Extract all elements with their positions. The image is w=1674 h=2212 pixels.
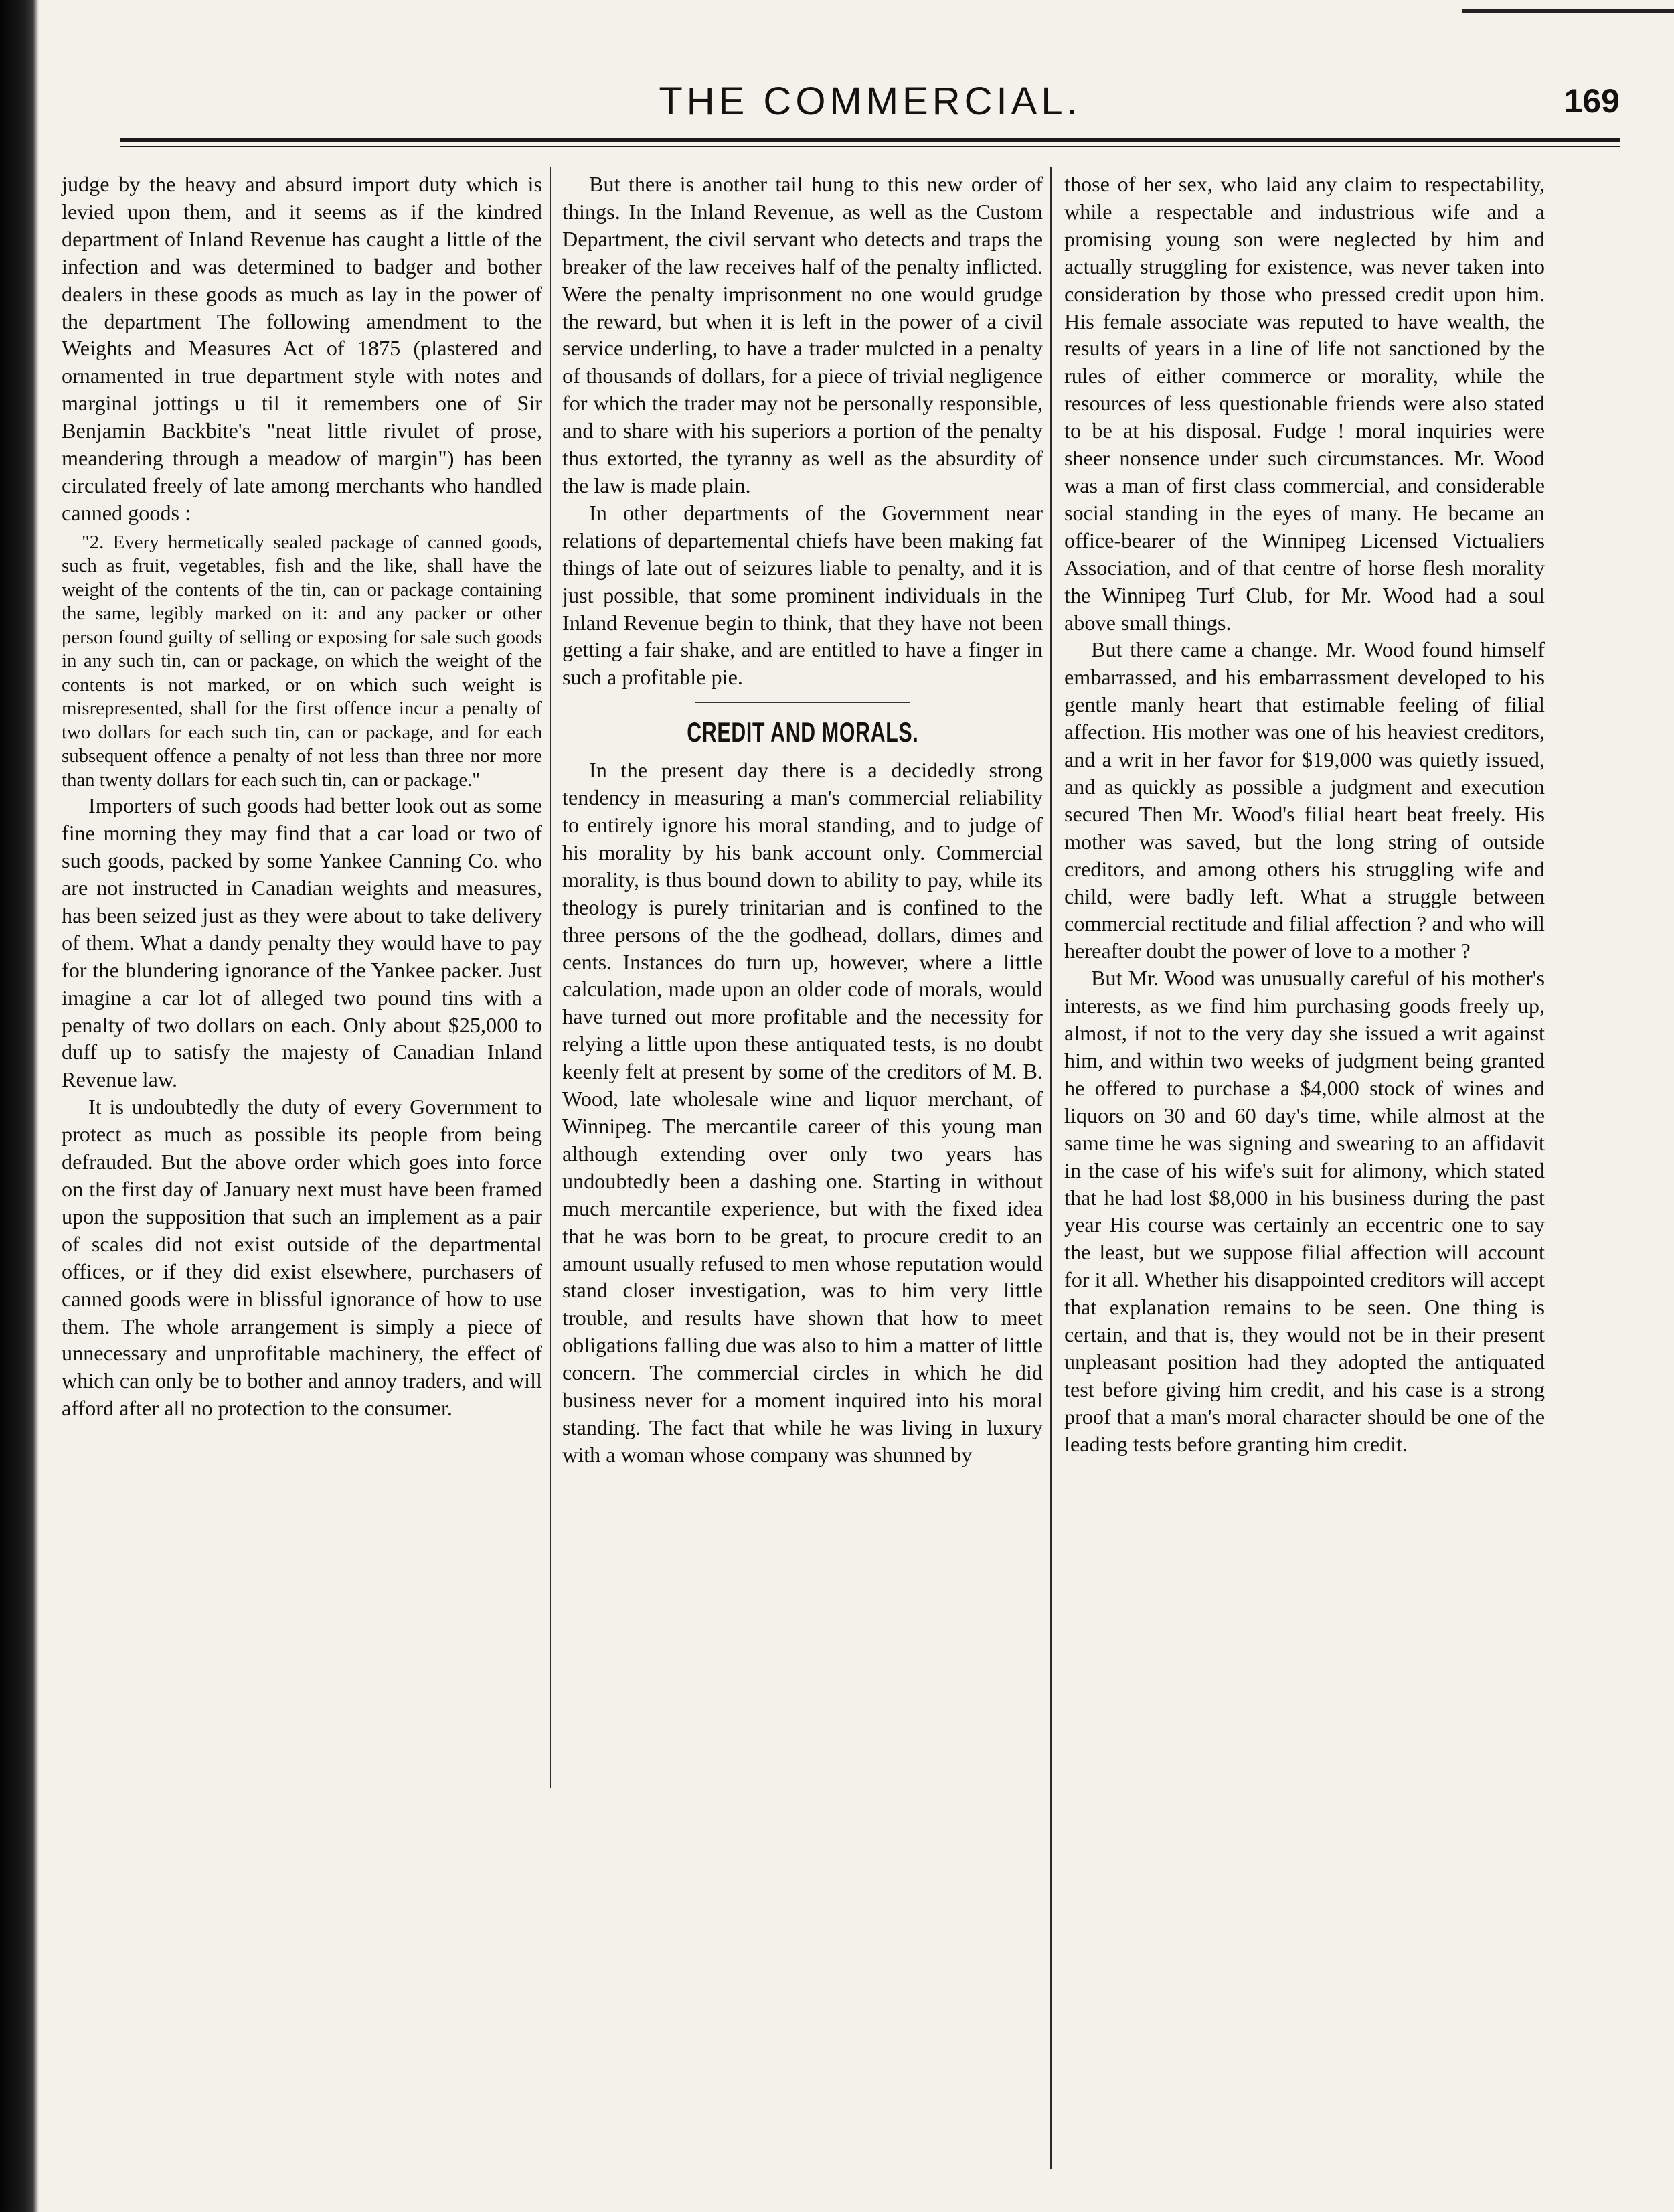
article-heading-wrap (562, 708, 1043, 757)
paragraph: Importers of such goods had better look out as some fine morning they may find that a car load or two of such goods, packed by some Yankee Canning Co. who are not instructed in Canadian weights and measures, has been seized just as they were about to take delivery of them. What a dandy penalty they would have to pay for the blundering ignorance of the Yankee packer. Just imagine a car lot of alleged two pound tins with a penalty of two dollars on each. Only about $25,000 to duff up to satisfy the majesty of Canadian Inland Revenue law. (62, 793, 542, 1092)
header-rule-thin (120, 146, 1620, 147)
paragraph: judge by the heavy and absurd import duty which is levied upon them, and it seems as if the kindred department of Inland Revenue has caught a little of the infection and was determined to badger and bother dealers in these goods as much as lay in the power of the department The following amendment to the Weights and Measures Act of 1875 (plastered and ornamented in true department style with notes and marginal jottings u til it remembers one of Sir Benjamin Backbite's "neat little rivulet of prose, meandering through a meadow of margin") has been circulated freely of late among merchants who handled canned goods : (62, 172, 542, 525)
paragraph: It is undoubtedly the duty of every Government to protect as much as possible its people from being defrauded. But the above order which goes into force on the first day of January next must have been framed upon the supposition that such an implement as a pair of scales did not exist outside of the departmental offices, or if they did exist elsewhere, purchasers of canned goods were in blissful ignorance of how to use them. The whole arrangement is simply a piece of unnecessary and unprofitable machinery, the effect of which can only be to bother and annoy traders, and will afford after all no protection to the consumer. (62, 1095, 542, 1421)
column-divider-right (1050, 167, 1052, 2169)
section-divider (695, 702, 910, 703)
paragraph: In the present day there is a decidedly strong tendency in measuring a man's commercial reliability to entirely ignore his moral standing, and to judge of his morality by his bank account only. Commercial morality, is thus bound down to ability to pay, while its theology is purely trinitarian and is confined to the three persons of the the godhead, dollars, dimes and cents. Instances do turn up, however, where a little calculation, made upon an older code of morals, would have turned out more profitable and the necessity for relying a little upon these antiquated tests, is no doubt keenly felt at present by some of the creditors of M. B. Wood, late wholesale wine and liquor merchant, of Winnipeg. The mercantile career of this young man although extending over only two years has undoubtedly been a dashing one. Starting in without much mercantile experience, but with the fixed idea that he was born to be great, to procure credit to an amount usually refused to men whose reputation would stand closer investigation, was to him very little trouble, and results have shown that how to meet obligations falling due was also to him a matter of little concern. The commercial circles in which he did business never for a moment inquired into his moral standing. The fact that while he was living in luxury with a woman whose company was shunned by (562, 758, 1043, 1467)
binding-shadow (0, 0, 39, 2212)
page-number: 169 (1564, 82, 1620, 120)
column-divider-left (550, 167, 551, 1788)
publication-title: THE COMMERCIAL. (659, 80, 1082, 123)
article-heading: CREDIT AND MORALS. (686, 716, 919, 748)
paragraph: In other departments of the Government near relations of departemental chiefs have been making fat things of late out of seizures liable to penalty, and it is just possible, that some prominent individuals in the Inland Revenue begin to think, that they have not been getting a fair shake, and are entitled to have a finger in such a profitable pie. (562, 500, 1043, 690)
column-middle (562, 171, 1043, 1469)
quoted-act-text: "2. Every hermetically sealed package of canned goods, such as fruit, vegetables, fish and the like, shall have the weight of the contents of the tin, can or package containing the same, legibly marked on it: and any packer or other person found guilty of selling or exposing for sale such goods in any such tin, can or package, on which the weight of the contents is not marked, or on which such weight is misrepresented, shall for the first offence incur a penalty of two dollars for each such tin, can or package, and for each subsequent offence a penalty of not less than three nor more than twenty dollars for each such tin, can or package." (62, 531, 542, 791)
corner-rule (1462, 9, 1674, 13)
header-rule-thick (120, 138, 1620, 142)
paragraph: But there is another tail hung to this new order of things. In the Inland Revenue, as well as the Custom Department, the civil servant who detects and traps the breaker of the law receives half of the penalty inflicted. Were the penalty imprisonment no one would grudge the reward, but when it is left in the power of a civil service underling, to have a trader mulcted in a penalty of thousands of dollars, for a piece of trivial negligence for which the trader may not be personally responsible, and to share with his superiors a portion of the penalty thus extorted, the tyranny as well as the absurdity of the law is made plain. (562, 172, 1043, 497)
paragraph: But there came a change. Mr. Wood found himself embarrassed, and his embarrassment developed to his gentle manly heart that estimable feeling of filial affection. His mother was one of his heaviest creditors, and a writ in her favor for $19,000 was quietly issued, and as quickly as possible a judgment and execution secured Then Mr. Wood's filial heart beat freely. His mother was saved, but the long string of outside creditors, and among others his struggling wife and child, were badly left. What a struggle between commercial rectitude and filial affection ? and who will hereafter doubt the power of love to a mother ? (1064, 637, 1545, 963)
masthead (120, 79, 1620, 139)
paragraph: But Mr. Wood was unusually careful of his mother's interests, as we find him purchasing goods freely up, almost, if not to the very day she issued a writ against him, and within two weeks of judgment being granted he offered to purchase a $4,000 stock of wines and liquors on 30 and 60 day's time, while almost at the same time he was signing and swearing to an affidavit in the case of his wife's suit for alimony, which stated that he had lost $8,000 in his business during the past year His course was certainly an eccentric one to say the least, but we suppose filial affection will account for it all. Whether his disappointed creditors will accept that explanation remains to be seen. One thing is certain, and that is, they would not be in their present unpleasant position had they adopted the antiquated test before giving him credit, and his case is a strong proof that a man's moral character should be one of the leading tests before granting him credit. (1064, 966, 1545, 1456)
column-right (1064, 171, 1545, 1458)
paragraph: those of her sex, who laid any claim to respectability, while a respectable and industrious wife and a promising young son were neglected by him and actually struggling for existence, was never taken into consideration by those who pressed credit upon him. His female associate was reputed to have wealth, the results of years in a line of life not sanctioned by the rules of either commerce or morality, while the resources of less questionable friends were also stated to be at his disposal. Fudge ! moral inquiries were sheer nonsence under such circumstances. Mr. Wood was a man of first class commercial, and considerable social standing in the eyes of many. He became an office-bearer of the Winnipeg Licensed Victualiers Association, and of that centre of horse flesh morality the Winnipeg Turf Club, for Mr. Wood had a soul above small things. (1064, 172, 1545, 635)
column-left (62, 171, 542, 1422)
